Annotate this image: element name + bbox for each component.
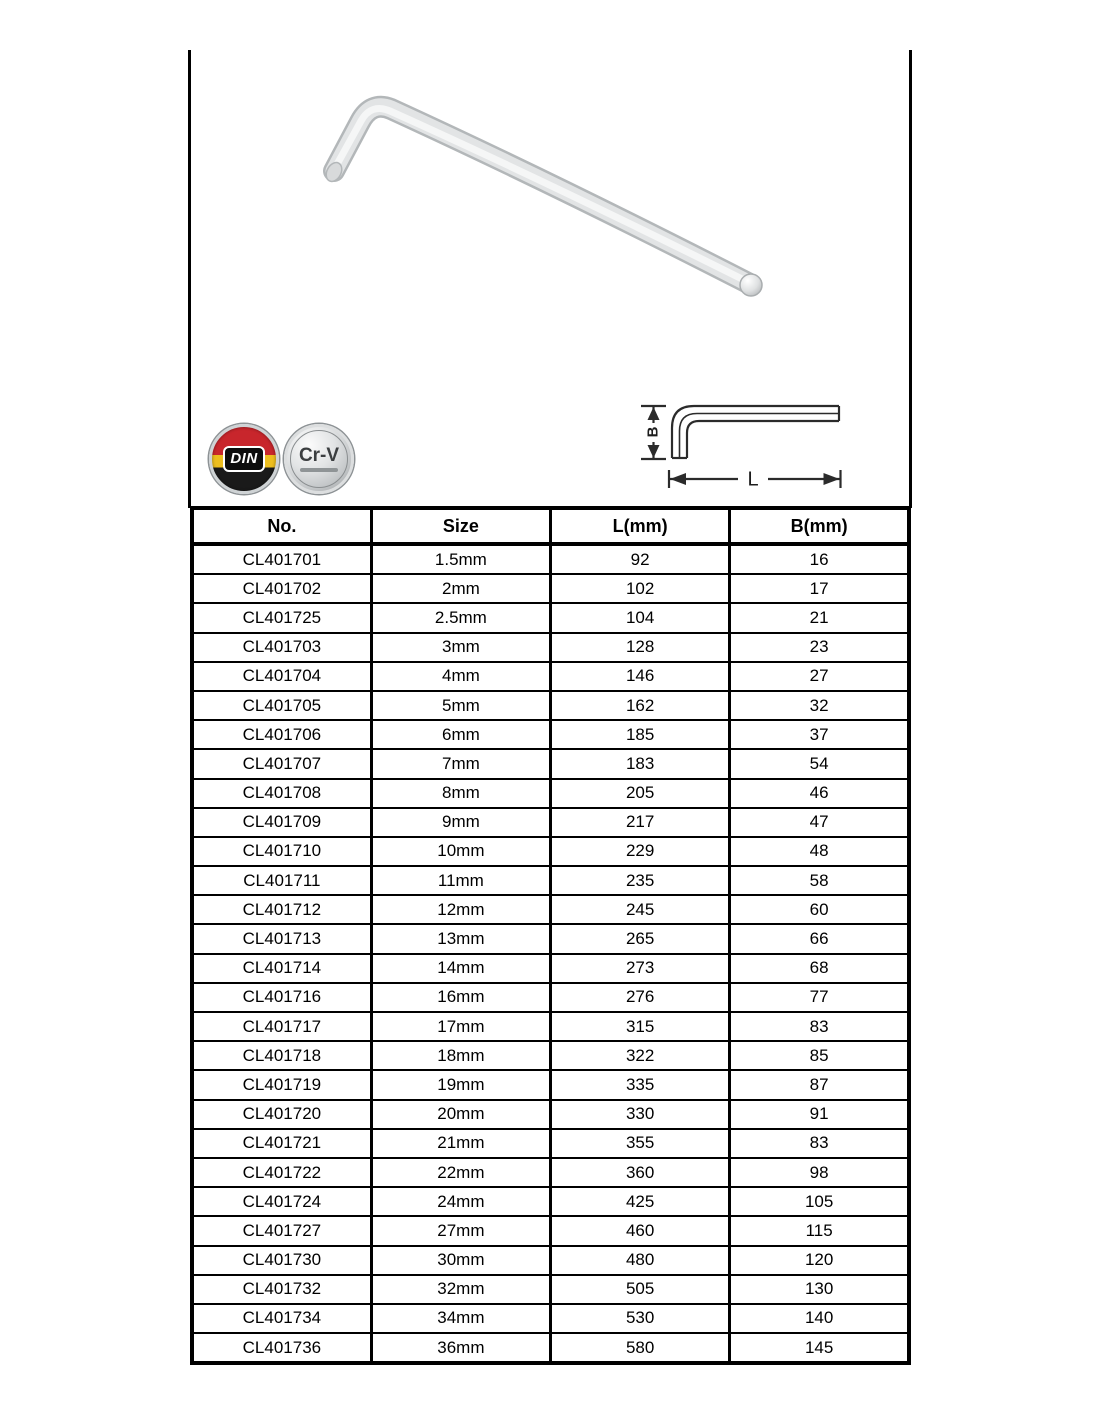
- table-cell: 77: [730, 983, 909, 1012]
- table-cell: 235: [551, 866, 730, 895]
- dimension-l-label: L: [747, 468, 759, 491]
- table-cell: 330: [551, 1100, 730, 1129]
- table-cell: CL401713: [192, 924, 371, 953]
- header-row: [192, 508, 909, 544]
- table-cell: 322: [551, 1041, 730, 1070]
- crv-badge-underline: [300, 468, 338, 472]
- table-row: [192, 1158, 909, 1187]
- table-cell: CL401709: [192, 808, 371, 837]
- table-cell: 83: [730, 1012, 909, 1041]
- table-cell: CL401721: [192, 1129, 371, 1158]
- hex-key-outline: [672, 406, 839, 458]
- table-cell: 87: [730, 1070, 909, 1099]
- table-cell: CL401711: [192, 866, 371, 895]
- table-cell: 66: [730, 924, 909, 953]
- arrow-left-icon: [670, 473, 686, 485]
- table-cell: CL401703: [192, 633, 371, 662]
- table-row: [192, 1333, 909, 1363]
- table-cell: 120: [730, 1246, 909, 1275]
- arrow-down-icon: [648, 445, 660, 458]
- table-row: [192, 1041, 909, 1070]
- table-row: [192, 779, 909, 808]
- table-row: [192, 866, 909, 895]
- table-cell: 8mm: [371, 779, 550, 808]
- crv-badge: [284, 424, 354, 494]
- table-cell: CL401734: [192, 1304, 371, 1333]
- table-cell: 2.5mm: [371, 603, 550, 632]
- table-cell: CL401717: [192, 1012, 371, 1041]
- table-row: [192, 1070, 909, 1099]
- table-cell: 58: [730, 866, 909, 895]
- table-cell: CL401704: [192, 662, 371, 691]
- table-cell: 17mm: [371, 1012, 550, 1041]
- table-cell: 130: [730, 1275, 909, 1304]
- table-cell: 23: [730, 633, 909, 662]
- table-row: [192, 1012, 909, 1041]
- din-badge-label: DIN: [223, 446, 264, 472]
- din-badge: [209, 424, 279, 494]
- table-cell: CL401705: [192, 691, 371, 720]
- table-cell: 36mm: [371, 1333, 550, 1363]
- table-cell: 24mm: [371, 1187, 550, 1216]
- table-cell: 580: [551, 1333, 730, 1363]
- table-cell: 9mm: [371, 808, 550, 837]
- table-row: [192, 954, 909, 983]
- table-cell: CL401707: [192, 749, 371, 778]
- table-cell: 245: [551, 895, 730, 924]
- table-row: [192, 544, 909, 574]
- table-row: [192, 749, 909, 778]
- table-cell: CL401706: [192, 720, 371, 749]
- table-cell: 83: [730, 1129, 909, 1158]
- table-cell: 85: [730, 1041, 909, 1070]
- table-cell: 105: [730, 1187, 909, 1216]
- table-cell: CL401719: [192, 1070, 371, 1099]
- table-cell: 91: [730, 1100, 909, 1129]
- column-header-no: No.: [192, 508, 371, 544]
- table-row: [192, 1216, 909, 1245]
- column-header-l: L(mm): [551, 508, 730, 544]
- table-cell: 460: [551, 1216, 730, 1245]
- table-cell: 480: [551, 1246, 730, 1275]
- table-cell: 14mm: [371, 954, 550, 983]
- table-row: [192, 1100, 909, 1129]
- table-cell: 1.5mm: [371, 544, 550, 574]
- table-row: [192, 633, 909, 662]
- table-row: [192, 924, 909, 953]
- table-cell: 185: [551, 720, 730, 749]
- crv-badge-inner-ring: [290, 430, 348, 488]
- hex-key-image: [323, 107, 762, 296]
- table-cell: CL401718: [192, 1041, 371, 1070]
- spec-table-header: [192, 508, 909, 544]
- table-cell: 17: [730, 574, 909, 603]
- table-cell: CL401727: [192, 1216, 371, 1245]
- table-cell: CL401716: [192, 983, 371, 1012]
- arrow-right-icon: [824, 473, 840, 485]
- table-cell: 530: [551, 1304, 730, 1333]
- table-cell: 22mm: [371, 1158, 550, 1187]
- table-cell: 12mm: [371, 895, 550, 924]
- table-cell: 37: [730, 720, 909, 749]
- table-cell: CL401732: [192, 1275, 371, 1304]
- table-row: [192, 1304, 909, 1333]
- table-cell: 2mm: [371, 574, 550, 603]
- table-cell: 183: [551, 749, 730, 778]
- table-row: [192, 662, 909, 691]
- table-cell: CL401725: [192, 603, 371, 632]
- table-row: [192, 1129, 909, 1158]
- crv-badge-label: Cr-V: [298, 445, 340, 467]
- table-row: [192, 720, 909, 749]
- table-row: [192, 837, 909, 866]
- table-cell: 18mm: [371, 1041, 550, 1070]
- table-cell: 315: [551, 1012, 730, 1041]
- table-cell: 11mm: [371, 866, 550, 895]
- dimension-b-label: B: [644, 426, 662, 438]
- column-header-size: Size: [371, 508, 550, 544]
- table-row: [192, 983, 909, 1012]
- table-cell: CL401701: [192, 544, 371, 574]
- table-cell: 48: [730, 837, 909, 866]
- table-cell: 217: [551, 808, 730, 837]
- table-cell: 30mm: [371, 1246, 550, 1275]
- table-cell: 355: [551, 1129, 730, 1158]
- table-cell: CL401712: [192, 895, 371, 924]
- table-cell: 21: [730, 603, 909, 632]
- table-cell: 162: [551, 691, 730, 720]
- spec-table: [190, 506, 911, 1365]
- table-cell: 7mm: [371, 749, 550, 778]
- table-cell: 102: [551, 574, 730, 603]
- table-cell: 20mm: [371, 1100, 550, 1129]
- table-cell: CL401708: [192, 779, 371, 808]
- table-cell: CL401730: [192, 1246, 371, 1275]
- dimension-diagram: [641, 406, 841, 490]
- table-row: [192, 895, 909, 924]
- table-cell: 140: [730, 1304, 909, 1333]
- table-cell: 13mm: [371, 924, 550, 953]
- table-cell: CL401724: [192, 1187, 371, 1216]
- ball-end: [740, 274, 762, 296]
- column-header-b: B(mm): [730, 508, 909, 544]
- table-cell: CL401722: [192, 1158, 371, 1187]
- table-cell: 104: [551, 603, 730, 632]
- table-cell: 5mm: [371, 691, 550, 720]
- table-cell: 34mm: [371, 1304, 550, 1333]
- table-cell: 205: [551, 779, 730, 808]
- table-cell: 505: [551, 1275, 730, 1304]
- table-row: [192, 1275, 909, 1304]
- table-row: [192, 1246, 909, 1275]
- table-cell: 425: [551, 1187, 730, 1216]
- table-cell: CL401702: [192, 574, 371, 603]
- table-row: [192, 574, 909, 603]
- table-cell: 47: [730, 808, 909, 837]
- table-cell: 21mm: [371, 1129, 550, 1158]
- table-cell: 3mm: [371, 633, 550, 662]
- table-cell: CL401736: [192, 1333, 371, 1363]
- table-cell: 145: [730, 1333, 909, 1363]
- table-row: [192, 603, 909, 632]
- table-cell: 46: [730, 779, 909, 808]
- hex-key-photo: [0, 0, 1100, 520]
- arrow-up-icon: [648, 407, 660, 420]
- table-cell: 27mm: [371, 1216, 550, 1245]
- table-cell: 92: [551, 544, 730, 574]
- table-cell: 10mm: [371, 837, 550, 866]
- table-cell: 4mm: [371, 662, 550, 691]
- spec-table-body: [192, 544, 909, 1363]
- table-cell: 360: [551, 1158, 730, 1187]
- table-cell: 16mm: [371, 983, 550, 1012]
- table-cell: 335: [551, 1070, 730, 1099]
- table-cell: CL401710: [192, 837, 371, 866]
- table-cell: 146: [551, 662, 730, 691]
- table-row: [192, 691, 909, 720]
- table-cell: 98: [730, 1158, 909, 1187]
- table-cell: 54: [730, 749, 909, 778]
- table-cell: 273: [551, 954, 730, 983]
- table-cell: 16: [730, 544, 909, 574]
- table-cell: 32mm: [371, 1275, 550, 1304]
- table-cell: 27: [730, 662, 909, 691]
- table-cell: 115: [730, 1216, 909, 1245]
- table-cell: 19mm: [371, 1070, 550, 1099]
- table-cell: 6mm: [371, 720, 550, 749]
- table-cell: 265: [551, 924, 730, 953]
- table-cell: 68: [730, 954, 909, 983]
- table-row: [192, 808, 909, 837]
- table-cell: 229: [551, 837, 730, 866]
- table-cell: 276: [551, 983, 730, 1012]
- table-cell: 32: [730, 691, 909, 720]
- table-cell: CL401714: [192, 954, 371, 983]
- table-cell: 60: [730, 895, 909, 924]
- table-row: [192, 1187, 909, 1216]
- table-cell: 128: [551, 633, 730, 662]
- table-cell: CL401720: [192, 1100, 371, 1129]
